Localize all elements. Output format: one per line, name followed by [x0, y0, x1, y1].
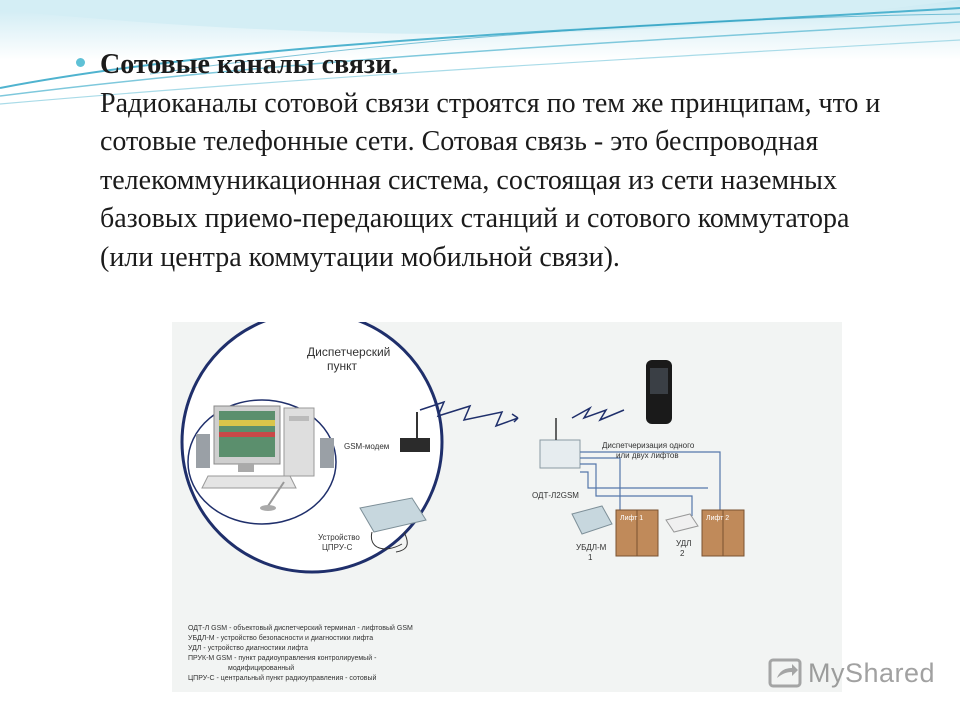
- legend-line-6: ЦПРУ-С - центральный пункт радиоуправления - сотовый: [188, 675, 377, 682]
- legend-line-5: модифицированный: [228, 665, 295, 672]
- lift-1-label: Лифт 1: [620, 515, 644, 522]
- dispatch-label-1: Диспетчерский: [307, 345, 391, 359]
- legend-line-4: ПРУК-М GSM - пункт радиоуправления контролируемый -: [188, 655, 377, 662]
- radio-link-2: [572, 408, 624, 420]
- slide-heading: Сотовые каналы связи.: [100, 49, 399, 80]
- cellular-network-diagram: [172, 322, 842, 692]
- terminal-label: ОДТ-Л2GSM: [532, 491, 579, 500]
- bullet-point-icon: [76, 58, 85, 67]
- dispatch-label-2: пункт: [327, 359, 358, 373]
- diagram-legend: [188, 624, 413, 682]
- diagram-svg: [172, 322, 842, 692]
- odt-terminal-icon: [540, 440, 580, 468]
- ubdl-label-1: УБДЛ-М: [576, 543, 607, 552]
- watermark-text: MyShared: [808, 657, 936, 688]
- udl-label-2: 2: [680, 549, 685, 558]
- monitor-icon: [214, 406, 280, 472]
- ubdl-label-2: 1: [588, 553, 593, 562]
- udl-label-1: УДЛ: [676, 539, 692, 548]
- lift-2-label: Лифт 2: [706, 515, 730, 522]
- slide-body-text: Радиоканалы сотовой связи строятся по тем же принципам, что и сотовые телефонные сети. Сотовая связь - это беспроводная телекоммуникационная система, состоящая из сети наземных базовых приемо-передающих станций и сотового коммутатора (или центра коммутации мобильной связи).: [100, 87, 881, 273]
- share-logo-icon: [768, 656, 802, 690]
- speaker-left-icon: [196, 434, 210, 468]
- udl-device-icon: [666, 514, 698, 532]
- device-label-2: ЦПРУ-С: [322, 543, 353, 552]
- gsm-modem-label: GSM-модем: [344, 442, 390, 451]
- ubdl-device-icon: [572, 506, 612, 534]
- mobile-phone-icon: [646, 360, 672, 424]
- dispatch-lifts-label-2: или двух лифтов: [616, 451, 679, 460]
- legend-line-3: УДЛ - устройство диагностики лифта: [188, 645, 309, 652]
- dispatch-lifts-label-1: Диспетчеризация одного: [602, 441, 695, 450]
- slide-text-block: [100, 46, 900, 277]
- speaker-right-icon: [320, 438, 334, 468]
- myshared-watermark: [768, 656, 935, 690]
- legend-line-1: ОДТ-Л GSM - объектовый диспетчерский терминал - лифтовый GSM: [188, 625, 413, 632]
- legend-line-2: УБДЛ-М - устройство безопасности и диагностики лифта: [188, 635, 374, 642]
- device-label-1: Устройство: [318, 533, 360, 542]
